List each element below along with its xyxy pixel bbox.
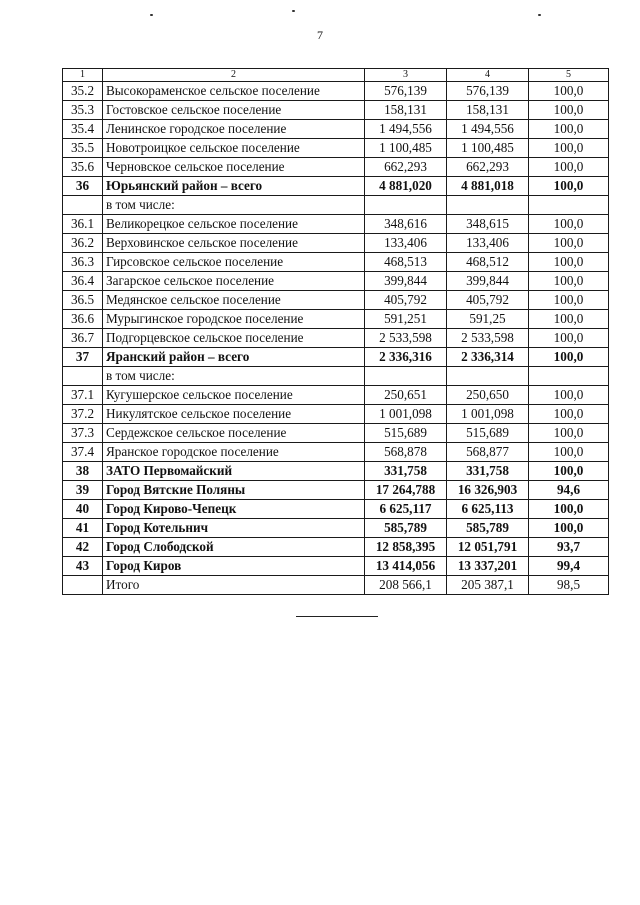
row-number-cell	[63, 576, 103, 595]
row-number-cell: 37.3	[63, 424, 103, 443]
budget-table	[62, 68, 609, 595]
table-row	[63, 329, 609, 348]
table-row	[63, 367, 609, 386]
row-percent-cell: 100,0	[529, 443, 609, 462]
row-value-col4-cell: 568,877	[447, 443, 529, 462]
row-number-cell: 36.5	[63, 291, 103, 310]
row-percent-cell: 100,0	[529, 158, 609, 177]
row-value-col3-cell: 133,406	[365, 234, 447, 253]
row-value-col3-cell: 468,513	[365, 253, 447, 272]
table-row	[63, 576, 609, 595]
row-value-col3-cell: 158,131	[365, 101, 447, 120]
row-number-cell: 36.7	[63, 329, 103, 348]
row-number-cell: 35.3	[63, 101, 103, 120]
header-col-2: 2	[103, 69, 365, 82]
row-value-col3-cell: 399,844	[365, 272, 447, 291]
row-value-col3-cell: 4 881,020	[365, 177, 447, 196]
row-percent-cell: 94,6	[529, 481, 609, 500]
row-value-col4-cell: 16 326,903	[447, 481, 529, 500]
row-percent-cell: 100,0	[529, 177, 609, 196]
row-number-cell: 36.6	[63, 310, 103, 329]
table-row	[63, 234, 609, 253]
table-row	[63, 291, 609, 310]
row-percent-cell: 99,4	[529, 557, 609, 576]
row-value-col4-cell: 133,406	[447, 234, 529, 253]
row-name-cell: Город Кирово-Чепецк	[103, 500, 365, 519]
row-value-col4-cell: 2 533,598	[447, 329, 529, 348]
row-number-cell: 39	[63, 481, 103, 500]
row-name-cell: в том числе:	[103, 196, 365, 215]
scan-speck	[292, 10, 295, 12]
row-value-col4-cell: 576,139	[447, 82, 529, 101]
table-row	[63, 538, 609, 557]
row-name-cell: Город Киров	[103, 557, 365, 576]
row-value-col3-cell: 2 533,598	[365, 329, 447, 348]
table-row	[63, 557, 609, 576]
table-row	[63, 120, 609, 139]
table-row	[63, 215, 609, 234]
table-row	[63, 481, 609, 500]
row-value-col3-cell: 12 858,395	[365, 538, 447, 557]
row-value-col4-cell	[447, 196, 529, 215]
row-number-cell: 41	[63, 519, 103, 538]
row-percent-cell: 100,0	[529, 405, 609, 424]
row-value-col4-cell: 158,131	[447, 101, 529, 120]
row-value-col3-cell: 348,616	[365, 215, 447, 234]
row-value-col3-cell: 17 264,788	[365, 481, 447, 500]
row-number-cell: 37.4	[63, 443, 103, 462]
table-row	[63, 101, 609, 120]
header-col-5: 5	[529, 69, 609, 82]
table-row	[63, 177, 609, 196]
table-row	[63, 462, 609, 481]
row-name-cell: в том числе:	[103, 367, 365, 386]
row-number-cell: 37	[63, 348, 103, 367]
row-name-cell: Высокораменское сельское поселение	[103, 82, 365, 101]
row-number-cell: 36.4	[63, 272, 103, 291]
row-percent-cell: 100,0	[529, 253, 609, 272]
table-row	[63, 158, 609, 177]
row-percent-cell: 100,0	[529, 348, 609, 367]
row-percent-cell: 100,0	[529, 234, 609, 253]
row-name-cell: Мурыгинское городское поселение	[103, 310, 365, 329]
row-number-cell: 36	[63, 177, 103, 196]
row-value-col3-cell: 591,251	[365, 310, 447, 329]
row-name-cell: Загарское сельское поселение	[103, 272, 365, 291]
row-name-cell: Ленинское городское поселение	[103, 120, 365, 139]
table-row	[63, 196, 609, 215]
row-number-cell: 43	[63, 557, 103, 576]
row-name-cell: Гостовское сельское поселение	[103, 101, 365, 120]
row-value-col4-cell: 13 337,201	[447, 557, 529, 576]
row-value-col3-cell: 405,792	[365, 291, 447, 310]
table-row	[63, 424, 609, 443]
row-name-cell: Верховинское сельское поселение	[103, 234, 365, 253]
row-value-col4-cell: 2 336,314	[447, 348, 529, 367]
row-name-cell: Яранский район – всего	[103, 348, 365, 367]
row-name-cell: Кугушерское сельское поселение	[103, 386, 365, 405]
row-value-col3-cell: 250,651	[365, 386, 447, 405]
row-percent-cell: 98,5	[529, 576, 609, 595]
row-percent-cell: 100,0	[529, 82, 609, 101]
header-col-3: 3	[365, 69, 447, 82]
row-name-cell: Город Котельнич	[103, 519, 365, 538]
page-number: 7	[317, 28, 323, 42]
row-percent-cell: 93,7	[529, 538, 609, 557]
row-percent-cell: 100,0	[529, 462, 609, 481]
row-number-cell	[63, 367, 103, 386]
row-number-cell: 36.3	[63, 253, 103, 272]
row-value-col4-cell: 1 494,556	[447, 120, 529, 139]
row-number-cell: 36.2	[63, 234, 103, 253]
row-percent-cell: 100,0	[529, 215, 609, 234]
row-name-cell: ЗАТО Первомайский	[103, 462, 365, 481]
row-name-cell: Итого	[103, 576, 365, 595]
row-value-col3-cell: 208 566,1	[365, 576, 447, 595]
table-row	[63, 272, 609, 291]
row-percent-cell: 100,0	[529, 291, 609, 310]
row-name-cell: Новотроицкое сельское поселение	[103, 139, 365, 158]
row-value-col4-cell: 585,789	[447, 519, 529, 538]
row-value-col4-cell: 591,25	[447, 310, 529, 329]
row-number-cell	[63, 196, 103, 215]
scan-speck	[538, 14, 541, 16]
row-percent-cell: 100,0	[529, 329, 609, 348]
header-col-4: 4	[447, 69, 529, 82]
row-value-col3-cell: 1 494,556	[365, 120, 447, 139]
row-value-col3-cell	[365, 367, 447, 386]
row-value-col3-cell: 662,293	[365, 158, 447, 177]
row-value-col3-cell: 331,758	[365, 462, 447, 481]
row-value-col4-cell: 468,512	[447, 253, 529, 272]
table-row	[63, 500, 609, 519]
row-value-col3-cell: 568,878	[365, 443, 447, 462]
row-value-col4-cell: 1 100,485	[447, 139, 529, 158]
row-number-cell: 42	[63, 538, 103, 557]
row-value-col3-cell: 13 414,056	[365, 557, 447, 576]
row-value-col3-cell: 1 001,098	[365, 405, 447, 424]
table-row	[63, 310, 609, 329]
row-value-col3-cell: 6 625,117	[365, 500, 447, 519]
row-percent-cell	[529, 196, 609, 215]
row-number-cell: 37.2	[63, 405, 103, 424]
row-name-cell: Город Слободской	[103, 538, 365, 557]
row-percent-cell: 100,0	[529, 519, 609, 538]
row-value-col3-cell: 2 336,316	[365, 348, 447, 367]
row-value-col4-cell: 515,689	[447, 424, 529, 443]
table-row	[63, 82, 609, 101]
row-name-cell: Яранское городское поселение	[103, 443, 365, 462]
row-value-col3-cell: 585,789	[365, 519, 447, 538]
row-percent-cell: 100,0	[529, 139, 609, 158]
row-name-cell: Черновское сельское поселение	[103, 158, 365, 177]
table-header-row	[63, 69, 609, 82]
row-value-col4-cell: 405,792	[447, 291, 529, 310]
row-name-cell: Медянское сельское поселение	[103, 291, 365, 310]
row-number-cell: 35.6	[63, 158, 103, 177]
row-value-col4-cell: 250,650	[447, 386, 529, 405]
row-value-col4-cell: 1 001,098	[447, 405, 529, 424]
row-value-col3-cell: 1 100,485	[365, 139, 447, 158]
row-percent-cell: 100,0	[529, 272, 609, 291]
row-percent-cell: 100,0	[529, 120, 609, 139]
row-name-cell: Город Вятские Поляны	[103, 481, 365, 500]
row-number-cell: 40	[63, 500, 103, 519]
row-value-col3-cell	[365, 196, 447, 215]
row-name-cell: Сердежское сельское поселение	[103, 424, 365, 443]
row-number-cell: 37.1	[63, 386, 103, 405]
row-number-cell: 35.4	[63, 120, 103, 139]
table-row	[63, 139, 609, 158]
row-name-cell: Великорецкое сельское поселение	[103, 215, 365, 234]
separator-line	[296, 616, 378, 617]
table-row	[63, 386, 609, 405]
row-value-col4-cell: 6 625,113	[447, 500, 529, 519]
row-percent-cell: 100,0	[529, 310, 609, 329]
table-row	[63, 443, 609, 462]
row-value-col3-cell: 515,689	[365, 424, 447, 443]
row-value-col4-cell: 399,844	[447, 272, 529, 291]
scan-speck	[150, 14, 153, 16]
row-percent-cell: 100,0	[529, 386, 609, 405]
row-value-col4-cell: 205 387,1	[447, 576, 529, 595]
table-row	[63, 405, 609, 424]
row-percent-cell: 100,0	[529, 101, 609, 120]
table-row	[63, 253, 609, 272]
row-number-cell: 36.1	[63, 215, 103, 234]
row-name-cell: Юрьянский район – всего	[103, 177, 365, 196]
row-value-col4-cell: 348,615	[447, 215, 529, 234]
row-percent-cell	[529, 367, 609, 386]
row-value-col4-cell	[447, 367, 529, 386]
header-col-1: 1	[63, 69, 103, 82]
row-name-cell: Подгорцевское сельское поселение	[103, 329, 365, 348]
row-name-cell: Гирсовское сельское поселение	[103, 253, 365, 272]
row-percent-cell: 100,0	[529, 500, 609, 519]
row-number-cell: 38	[63, 462, 103, 481]
table-row	[63, 519, 609, 538]
row-number-cell: 35.2	[63, 82, 103, 101]
row-value-col3-cell: 576,139	[365, 82, 447, 101]
row-value-col4-cell: 12 051,791	[447, 538, 529, 557]
table-body	[63, 82, 609, 595]
row-name-cell: Никулятское сельское поселение	[103, 405, 365, 424]
row-value-col4-cell: 331,758	[447, 462, 529, 481]
row-value-col4-cell: 4 881,018	[447, 177, 529, 196]
row-value-col4-cell: 662,293	[447, 158, 529, 177]
table-row	[63, 348, 609, 367]
row-number-cell: 35.5	[63, 139, 103, 158]
row-percent-cell: 100,0	[529, 424, 609, 443]
